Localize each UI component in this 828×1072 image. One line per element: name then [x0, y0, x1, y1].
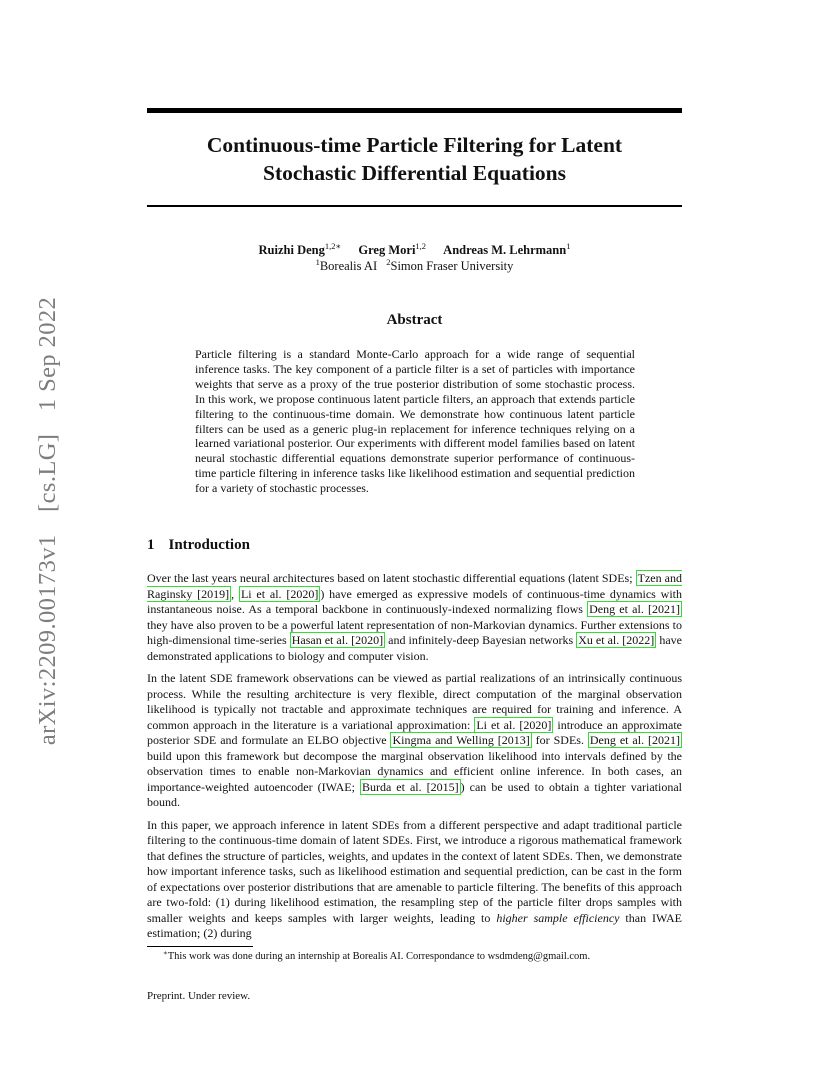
title-line-2: Stochastic Differential Equations: [263, 161, 566, 185]
citation-link[interactable]: Hasan et al. [2020]: [291, 633, 384, 647]
citation-link[interactable]: Deng et al. [2021]: [589, 602, 680, 616]
footnote-text: This work was done during an internship at Borealis AI. Correspondance to wsdmdeng@gmail.com.: [167, 951, 591, 962]
author-affil-mark: 1,2∗: [324, 241, 342, 251]
title-top-rule: [147, 108, 682, 113]
emphasis-text: higher sample efficiency: [496, 910, 620, 925]
section-heading-introduction: [147, 537, 250, 554]
text-run: In this paper, we approach inference in latent SDEs from a different perspective and adapt traditional particle filtering to the continuous-time domain of latent SDEs. First, we introduce a rigorous mathematical framework that defines the structure of particles, weights, and updates in the context of latent SDEs. Then, we demonstrate how important inference tasks, such as likelihood estimation and sequential prediction, can be cast in the form of expectations over posterior distributions that are amenable to particle filtering. The benefits of this approach are two-fold: (1) during likelihood estimation, the resampling step of the particle filter drops samples with smaller weights and keeps samples with larger weights, leading to: [147, 817, 682, 925]
author: [259, 243, 342, 257]
section-number: 1: [147, 537, 155, 553]
affiliations: [147, 258, 682, 274]
text-run: for SDEs.: [531, 733, 588, 747]
text-run: than IWAE estimation; (2) during: [147, 910, 682, 940]
citation-link[interactable]: Xu et al. [2022]: [578, 633, 655, 647]
citation-link[interactable]: Li et al. [2020]: [476, 717, 552, 732]
affiliation-mark: 2: [386, 257, 391, 267]
text-run: and infinitely-deep Bayesian networks: [385, 633, 577, 647]
author-affil-mark: 1: [566, 241, 571, 251]
footnote-mark: ∗: [163, 949, 168, 957]
citation-link[interactable]: Burda et al. [2015]: [361, 779, 459, 794]
author-name: Ruizhi Deng: [258, 243, 325, 257]
author: [358, 243, 426, 257]
footnote: [147, 951, 682, 962]
paragraph: [147, 818, 682, 942]
citation-link[interactable]: Kingma and Welling [2013]: [392, 733, 530, 747]
paper-title: [147, 131, 682, 187]
title-bottom-rule: [147, 205, 682, 207]
affiliation: [386, 259, 513, 273]
abstract-heading: Abstract: [386, 312, 443, 328]
paragraph: [147, 571, 682, 664]
affiliation-name: Simon Fraser University: [390, 259, 514, 273]
affiliation: [316, 259, 378, 273]
author-affil-mark: 1,2: [415, 241, 427, 251]
text-run: ) have emerged as expressive models of continuous-time dynamics with instantaneous noise. As a temporal backbone in continuously-indexed normalizing flows: [147, 586, 682, 616]
arxiv-category: [cs.LG]: [34, 433, 61, 512]
text-run: In the latent SDE framework observations can be viewed as partial realizations of an intrinsically continuous process. While the resulting architecture is very flexible, direct computation of the marginal observation likelihood is typically not tractable and approximate techniques are required for training and inference. A common approach in the literature is a variational approximation:: [147, 671, 682, 732]
title-line-1: Continuous-time Particle Filtering for Latent: [206, 133, 623, 157]
citation-link[interactable]: Deng et al. [2021]: [589, 733, 680, 747]
author-name: Andreas M. Lehrmann: [443, 243, 567, 257]
text-run: ) can be used to obtain a tighter variational bound.: [147, 779, 682, 809]
author-names: [147, 242, 682, 258]
citation-link[interactable]: Li et al. [2020]: [240, 586, 319, 601]
arxiv-date: 1 Sep 2022: [34, 296, 61, 412]
arxiv-id: arXiv:2209.00173v1: [34, 534, 61, 746]
preprint-note: Preprint. Under review.: [147, 990, 251, 1002]
text-run: Over the last years neural architectures based on latent stochastic differential equations (latent SDEs;: [147, 571, 636, 585]
text-run: ,: [231, 586, 239, 601]
paragraph: [147, 671, 682, 811]
footnote-rule: [147, 946, 253, 947]
text-run: they have also proven to be a powerful latent representation of non-Markovian dynamics. Further extensions to high-dimensional time-series: [147, 617, 682, 647]
section-title: Introduction: [168, 537, 250, 553]
author: [443, 243, 570, 257]
affiliation-name: Borealis AI: [319, 259, 378, 273]
text-run: build upon this framework but decompose the marginal observation likelihood into intervals defined by the observation times to enable non-Markovian dynamics and efficient online inference. In both cases, an importance-weighted autoencoder (IWAE;: [147, 748, 682, 794]
author-block: [147, 242, 682, 274]
text-run: have demonstrated applications to biology and computer vision.: [147, 633, 682, 663]
abstract-text: Particle filtering is a standard Monte-Carlo approach for a wide range of sequential inference tasks. The key component of a particle filter is a set of particles with importance weights that serve as a proxy of the true posterior distribution of some stochastic process. In this work, we propose continuous latent particle filters, an approach that extends particle filtering to the continuous-time domain. We demonstrate how continuous latent particle filters can be used as a generic plug-in replacement for inference techniques relying on a learned variational posterior. Our experiments with different model families based on latent neural stochastic differential equations demonstrate superior performance of continuous-time particle filtering in inference tasks like likelihood estimation and sequential prediction for a variety of stochastic processes.: [195, 347, 635, 496]
introduction-body: [147, 571, 682, 949]
text-run: introduce an approximate posterior SDE and formulate an ELBO objective: [147, 717, 682, 747]
citation-link[interactable]: Tzen and Raginsky [2019]: [147, 571, 683, 601]
affiliation-mark: 1: [315, 257, 320, 267]
author-name: Greg Mori: [358, 243, 416, 257]
